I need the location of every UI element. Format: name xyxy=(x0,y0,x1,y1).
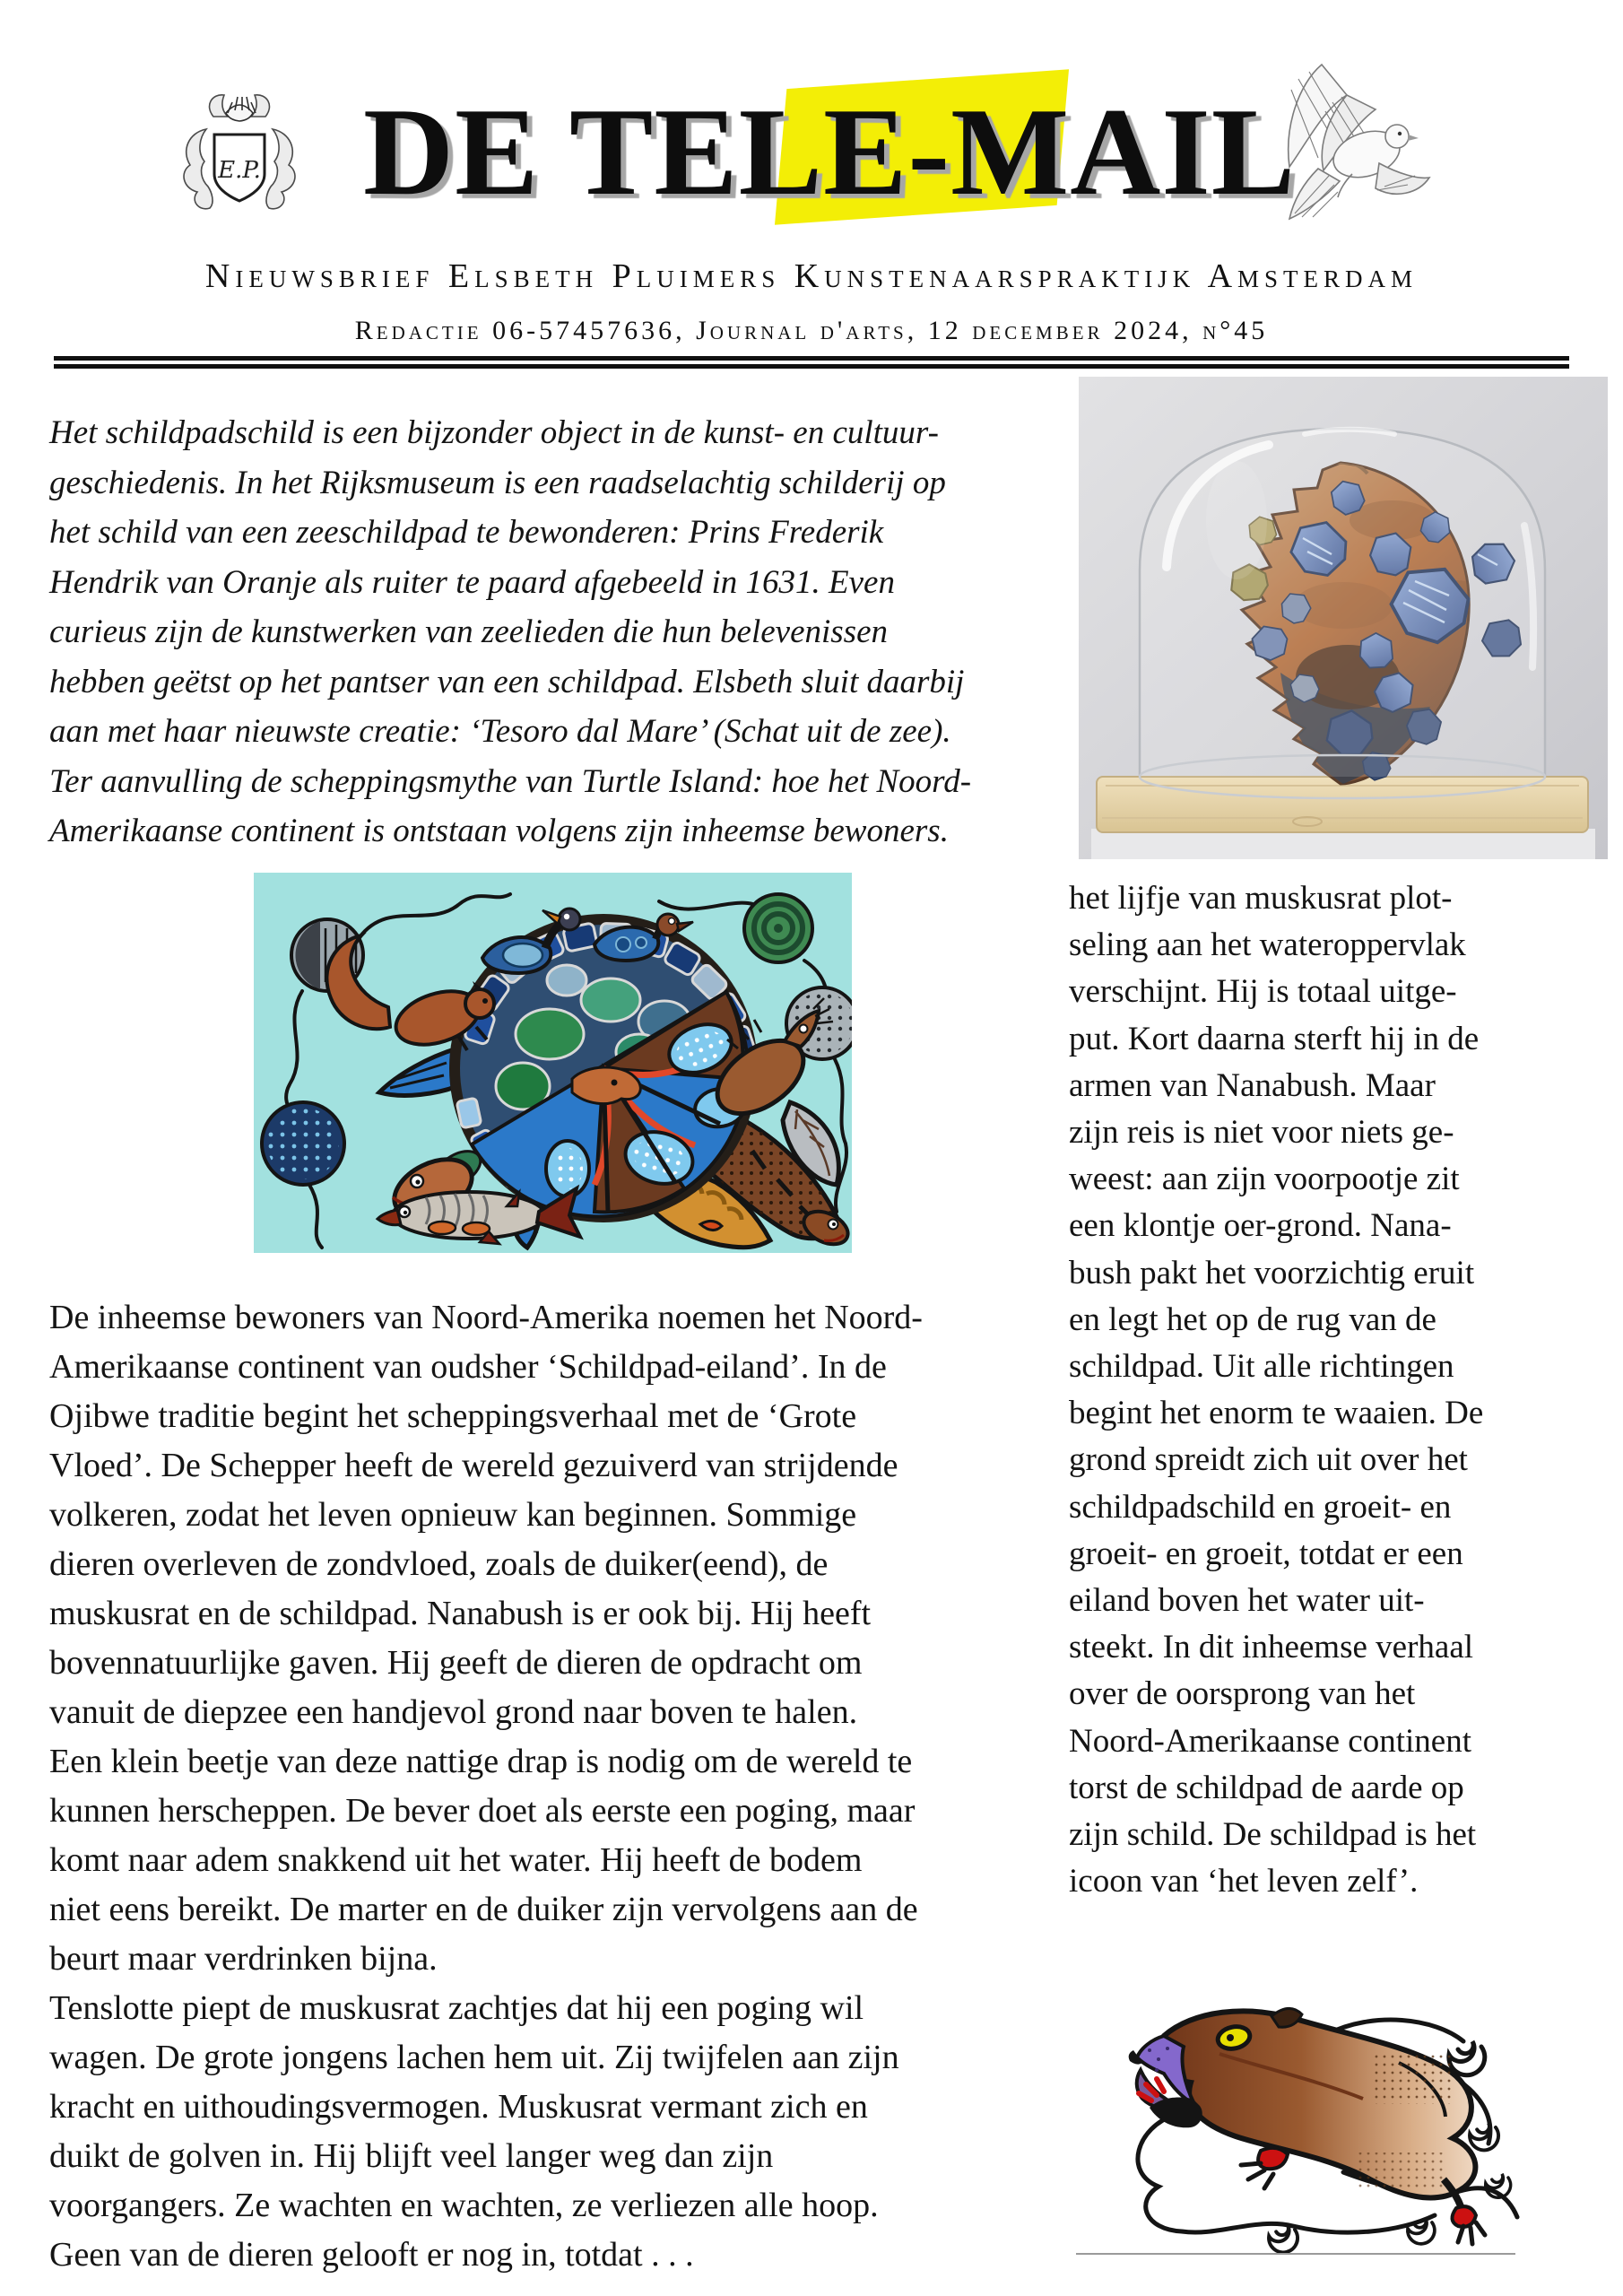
article-left-column xyxy=(49,1293,1054,2280)
text-line: bovennatuurlijke gaven. Hij geeft de dieren de opdracht om xyxy=(49,1644,863,1682)
text-line: zijn reis is niet voor niets ge- xyxy=(1069,1114,1454,1152)
text-line: het schild van een zeeschildpad te bewonderen: Prins Frederik xyxy=(49,514,884,551)
medicine-circle-spiral xyxy=(744,894,812,962)
text-line: Ojibwe traditie begint het scheppingsverhaal met de ‘Grote xyxy=(49,1397,857,1435)
text-line: Vloed’. De Schepper heeft de wereld gezuiverd van strijdende xyxy=(49,1447,898,1484)
text-line: Hendrik van Oranje als ruiter te paard afgebeeld in 1631. Even xyxy=(49,563,895,601)
text-line: Een klein beetje van deze nattige drap is nodig om de wereld te xyxy=(49,1743,913,1780)
text-line: Amerikaanse continent van oudsher ‘Schildpad-eiland’. In de xyxy=(49,1348,887,1386)
text-line: steekt. In dit inheemse verhaal xyxy=(1069,1629,1474,1666)
text-line: zijn schild. De schildpad is het xyxy=(1069,1816,1477,1854)
text-line: kunnen herscheppen. De bever doet als eerste een poging, maar xyxy=(49,1792,916,1830)
text-line: een klontje oer-grond. Nana- xyxy=(1069,1207,1452,1245)
text-line: wagen. De grote jongens lachen hem uit. Zij twijfelen aan zijn xyxy=(49,2039,899,2076)
text-line: en legt het op de rug van de xyxy=(1069,1300,1436,1338)
text-line: Tenslotte piept de muskusrat zachtjes dat hij een poging wil xyxy=(49,1989,864,2027)
text-line: Noord-Amerikaanse continent xyxy=(1069,1722,1471,1760)
text-line: schildpad. Uit alle richtingen xyxy=(1069,1348,1454,1386)
glass-dome xyxy=(1140,429,1545,798)
text-line: geschiedenis. In het Rijksmuseum is een raadselachtig schilderij op xyxy=(49,464,946,501)
newsletter-subtitle: Nieuwsbrief Elsbeth Pluimers Kunstenaarspraktijk Amsterdam xyxy=(204,257,1419,295)
turtle-island-painting xyxy=(254,873,852,1253)
text-line: het lijfje van muskusrat plot- xyxy=(1069,880,1453,917)
text-line: begint het enorm te waaien. De xyxy=(1069,1395,1484,1432)
text-line: beurt maar verdrinken bijna. xyxy=(49,1940,438,1978)
text-line: armen van Nanabush. Maar xyxy=(1069,1066,1436,1104)
text-line: muskusrat en de schildpad. Nanabush is er ook bij. Hij heeft xyxy=(49,1595,872,1632)
text-line: schildpadschild en groeit- en xyxy=(1069,1488,1452,1526)
text-line: hebben geëtst op het pantser van een schildpad. Elsbeth sluit daarbij xyxy=(49,663,965,700)
text-line: Amerikaanse continent is ontstaan volgens zijn inheemse bewoners. xyxy=(49,813,949,849)
text-line: niet eens bereikt. De marter en de duiker zijn vervolgens aan de xyxy=(49,1891,918,1928)
text-line: vanuit de diepzee een handjevol grond naar boven te halen. xyxy=(49,1693,858,1731)
text-line: Het schildpadschild is een bijzonder object in de kunst- en cultuur- xyxy=(49,414,939,451)
ep-crest-logo xyxy=(172,86,307,219)
text-line: voorgangers. Ze wachten en wachten, ze verliezen alle hoop. xyxy=(49,2187,879,2224)
text-line: volkeren, zodat het leven opnieuw kan beginnen. Sommige xyxy=(49,1496,857,1534)
text-line: duikt de golven in. Hij blijft veel langer weg dan zijn xyxy=(49,2137,774,2175)
text-line: aan met haar nieuwste creatie: ‘Tesoro dal Mare’ (Schat uit de zee). xyxy=(49,713,951,750)
newsletter-dateline: Redactie 06-57457636, Journal d'arts, 12 december 2024, n°45 xyxy=(354,316,1269,345)
text-line: De inheemse bewoners van Noord-Amerika noemen het Noord- xyxy=(49,1299,923,1336)
text-line: torst de schildpad de aarde op xyxy=(1069,1769,1464,1806)
text-line: komt naar adem snakkend uit het water. Hij heeft de bodem xyxy=(49,1841,863,1879)
muskrat-illustration xyxy=(1058,1964,1547,2265)
text-line: eiland boven het water uit- xyxy=(1069,1582,1425,1620)
text-line: kracht en uithoudingsvermogen. Muskusrat vermant zich en xyxy=(49,2088,868,2126)
newsletter-title: DE TELE-MAIL xyxy=(363,83,1297,222)
intro-paragraph xyxy=(49,408,1045,857)
text-line: seling aan het wateroppervlak xyxy=(1069,926,1466,964)
crest-monogram: E.P. xyxy=(218,157,261,184)
text-line: grond spreidt zich uit over het xyxy=(1069,1441,1468,1479)
text-line: groeit- en groeit, totdat er een xyxy=(1069,1535,1463,1572)
text-line: weest: aan zijn voorpootje zit xyxy=(1069,1161,1460,1198)
text-line: icoon van ‘het leven zelf’. xyxy=(1069,1863,1419,1900)
article-right-column xyxy=(1069,875,1553,1905)
figure-baseline-rule xyxy=(1076,2253,1515,2255)
text-line: curieus zijn de kunstwerken van zeelieden die hun belevenissen xyxy=(49,613,888,650)
text-line: Geen van de dieren gelooft er nog in, totdat . . . xyxy=(49,2236,694,2274)
text-line: bush pakt het voorzichtig eruit xyxy=(1069,1254,1475,1292)
medicine-circle-blue xyxy=(262,1102,344,1185)
text-line: dieren overleven de zondvloed, zoals de duiker(eend), de xyxy=(49,1545,829,1583)
double-rule-divider xyxy=(54,356,1569,369)
text-line: over de oorsprong van het xyxy=(1069,1675,1416,1713)
text-line: verschijnt. Hij is totaal uitge- xyxy=(1069,973,1457,1011)
turtle-shell-photo xyxy=(1079,377,1608,859)
text-line: put. Kort daarna sterft hij in de xyxy=(1069,1020,1480,1057)
text-line: Ter aanvulling de scheppingsmythe van Turtle Island: hoe het Noord- xyxy=(49,762,972,800)
